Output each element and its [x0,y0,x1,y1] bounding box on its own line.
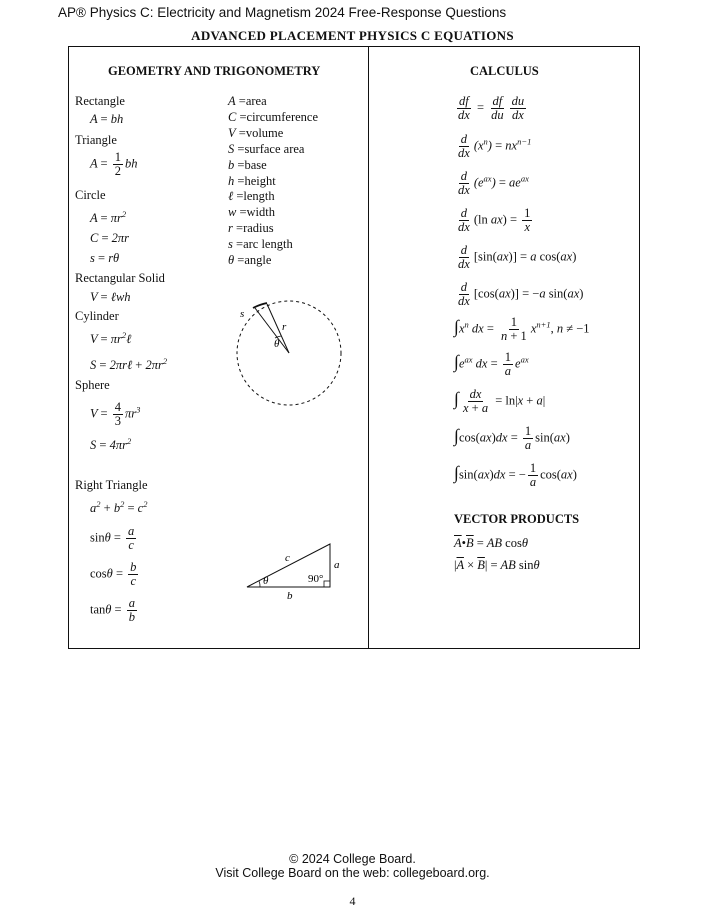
definition-text: base [244,157,267,172]
definition-text: radius [243,221,274,236]
definition-text: arc length [243,237,293,252]
equations-title: ADVANCED PLACEMENT PHYSICS C EQUATIONS [191,28,514,43]
definition-item: V =volume [228,125,284,140]
definition-symbol: ℓ [228,189,234,204]
definition-symbol: θ [228,253,235,268]
definition-item: w =width [228,205,276,220]
right-triangle-diagram [238,540,350,602]
definition-item: s =arc length [228,237,293,252]
theta-label: θ [263,575,269,587]
column-divider [368,46,369,649]
copyright-line: © 2024 College Board. [289,852,416,866]
tangent-formula: tanθ = $\frac{a}{b}$ [90,596,135,625]
definition-item: b =base [228,157,267,172]
vector-products-heading: VECTOR PRODUCTS [454,512,580,526]
definition-symbol: b [228,157,235,172]
definition-item: A =area [228,94,267,108]
cos-integral: ∫cos(ax)dx = $\frac{1}{a}$ sin(ax) [454,424,570,453]
definition-item: h =height [228,173,276,188]
cylinder-surface-formula: S = 2πrℓ + $2\pi r^2$ [90,356,168,373]
circle-diagram [226,295,350,411]
sphere-volume-formula: V = $\frac{4}{3}$ $\pi r^3$ [90,400,141,429]
definition-text: length [243,189,275,204]
circle-area-formula: $A = \pi r^2$ [90,209,127,226]
exp-derivative: $\frac{d}{dx}$ $(e^{ax}) = ae^{ax}$ [458,169,529,198]
rectangle-label: Rectangle [75,94,125,108]
exp-integral: $\int e^{ax}$ dx = $\frac{1}{a}$ $e^{ax}$ [454,350,529,379]
sin-derivative: $\frac{d}{dx}$ [sin(ax)] = a cos(ax) [458,243,577,272]
cross-product-formula: $|\overline{A} \times \overline{B}|$ = AB sinθ [454,558,540,572]
document-header: AP® Physics C: Electricity and Magnetism 2024 Free-Response Questions [58,5,507,20]
side-b-label: b [287,590,293,602]
definition-symbol: r [228,221,233,236]
definition-text: width [246,205,276,220]
power-rule-derivative: $\frac{d}{dx}$ $(x^n) = nx^{n-1}$ [458,132,532,161]
circle-label: Circle [75,188,106,202]
angle-arc [259,581,260,587]
radius-r-label: r [282,321,287,333]
equation-sheet-frame [68,46,640,649]
cos-derivative: $\frac{d}{dx}$ [cos(ax)] = −a sin(ax) [458,280,584,309]
definition-symbol: h [228,173,235,188]
side-a-label: a [334,559,340,571]
arc-s-label: s [240,308,245,320]
circumference-formula: C = 2πr [90,231,130,245]
geometry-heading: GEOMETRY AND TRIGONOMETRY [108,64,321,78]
definition-text: volume [245,125,284,140]
definition-symbol: A [228,94,236,108]
definitions-list [228,94,318,269]
arc-length-formula: s = rθ [90,251,120,265]
definition-item: C =circumference [228,109,319,124]
cosine-formula: cosθ = $\frac{b}{c}$ [90,560,137,589]
cylinder-label: Cylinder [75,309,119,323]
cylinder-volume-formula: $V = \pi r^2\ell$ [90,330,132,347]
dot-product-formula: $\overline{A}•\overline{B}$ = AB cosθ [454,536,528,550]
definition-text: height [244,173,276,188]
definition-symbol: S [228,141,235,156]
definition-text: area [245,94,267,108]
chain-rule-formula: $\frac{df}{dx}$ = $\frac{df}{du}$ $\frac{du}{dx}$ [458,94,525,123]
triangle-area-formula: A = $\frac{1}{2}$ bh [90,150,138,179]
theta-label: θ [274,338,280,350]
sphere-surface-formula: $S = 4\pi r^2$ [90,436,132,453]
rectangular-solid-label: Rectangular Solid [75,271,165,285]
definition-item: r =radius [228,221,274,236]
definition-symbol: s [228,237,233,252]
website-line: Visit College Board on the web: collegeboard.org. [215,866,490,880]
definition-symbol: w [228,205,237,220]
sine-formula: sinθ = $\frac{a}{c}$ [90,524,135,553]
ln-derivative: $\frac{d}{dx}$ (ln ax) = $\frac{1}{x}$ [458,206,531,235]
definition-item: θ =angle [228,253,272,268]
definition-symbol: C [228,109,237,124]
right-angle-mark [324,581,330,587]
definition-text: circumference [246,109,319,124]
sin-integral: ∫sin(ax)dx = − $\frac{1}{a}$ cos(ax) [454,461,577,490]
calculus-heading: CALCULUS [470,64,539,78]
definition-item: S =surface area [228,141,305,156]
rectangle-area-formula: A = bh [90,112,124,126]
power-rule-integral: $\int x^n$ dx = $\frac{1}{n + 1}$ $x^{n+1}$, n ≠ −1 [454,315,590,344]
page-number: 4 [349,894,356,908]
definition-text: angle [244,253,272,268]
arc-segment [253,303,267,308]
definition-symbol: V [228,125,236,140]
triangle-label: Triangle [75,133,117,147]
right-angle-label: 90° [308,573,324,585]
pythagorean-formula: $a^2 + b^2 = c^2$ [90,499,148,516]
sphere-label: Sphere [75,378,110,392]
solid-volume-formula: V = ℓwh [90,290,131,304]
log-integral: ∫ $\frac{dx}{x + a}$ = ln|x + a| [454,387,546,416]
right-triangle-label: Right Triangle [75,478,148,492]
hypotenuse-c-label: c [285,552,290,564]
definition-item: ℓ =length [228,189,275,204]
definition-text: surface area [244,141,305,156]
